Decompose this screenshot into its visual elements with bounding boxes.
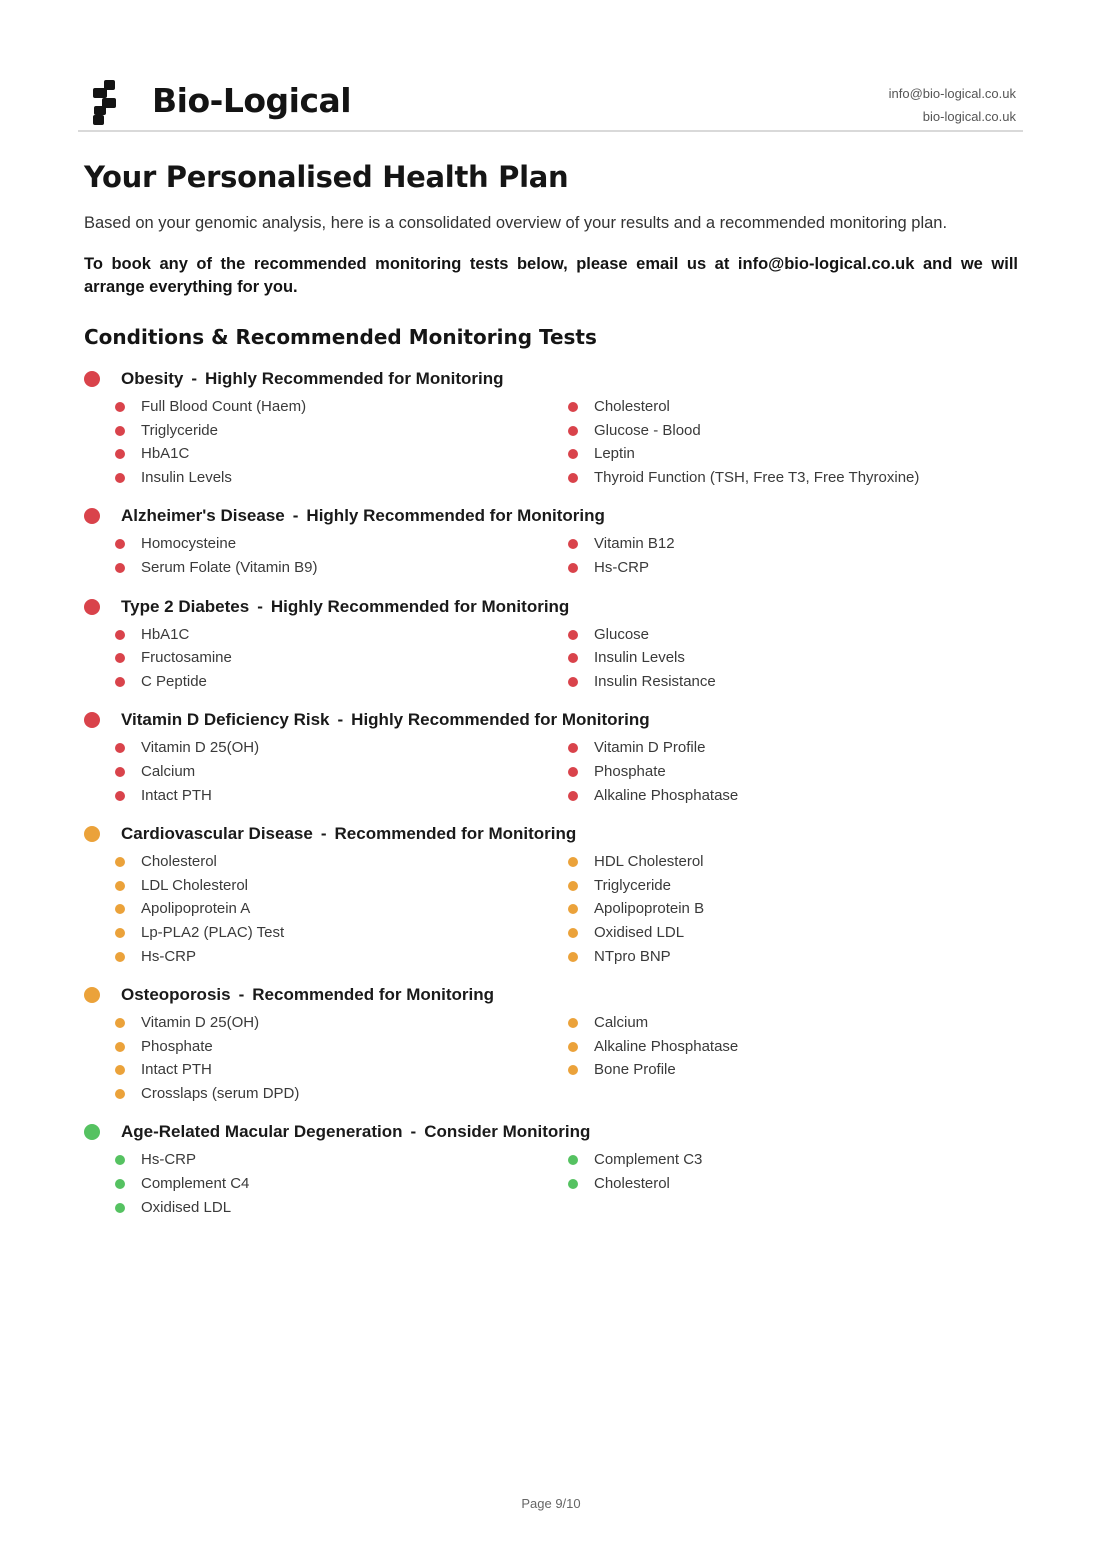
test-item [115,1082,568,1106]
bullet-dot-icon [115,426,125,436]
condition-level: Recommended for Monitoring [252,985,495,1005]
condition-separator: - [257,596,263,616]
test-item [115,1196,568,1220]
test-item [568,623,968,647]
bullet-dot-icon [115,791,125,801]
test-item [115,419,568,443]
bullet-dot-icon [115,881,125,891]
condition-block [84,983,1018,1105]
test-list [115,1148,1018,1219]
test-label: Apolipoprotein A [141,900,251,918]
condition-status-dot-icon [84,712,100,728]
bullet-dot-icon [115,1179,125,1189]
condition-level: Consider Monitoring [424,1122,591,1142]
bullet-dot-icon [115,904,125,914]
test-label: Fructosamine [141,649,232,667]
condition-status-dot-icon [84,987,100,1003]
bullet-dot-icon [115,677,125,687]
bullet-dot-icon [115,928,125,938]
test-label: Homocysteine [141,535,237,553]
test-item [115,1011,568,1035]
test-item [568,670,968,694]
test-item [568,760,968,784]
condition-heading [84,983,1018,1007]
bullet-dot-icon [115,1155,125,1165]
test-item [115,532,568,556]
intro-text: Based on your genomic analysis, here is a consolidated overview of your results and a recommended monitoring plan. [84,214,948,232]
condition-name: Obesity [121,369,184,388]
condition-heading [84,1120,1018,1144]
test-label: Cholesterol [141,853,217,871]
test-label: Serum Folate (Vitamin B9) [141,558,318,576]
bullet-dot-icon [568,653,578,663]
test-label: Insulin Levels [594,649,685,667]
bullet-dot-icon [568,473,578,483]
condition-status-dot-icon [84,508,100,524]
bullet-dot-icon [568,563,578,573]
test-item [115,395,568,419]
test-label: Leptin [594,445,635,463]
test-label: Intact PTH [141,1061,212,1079]
bullet-dot-icon [115,473,125,483]
condition-block [84,504,1018,579]
bullet-dot-icon [568,857,578,867]
condition-separator: - [337,710,344,730]
test-label: Cholesterol [594,1175,670,1193]
test-item [568,921,968,945]
condition-block [84,822,1018,968]
booking-text: To book any of the recommended monitoring tests below, please email us at info@bio-logical.co.uk and we will arrange everything for you. [84,255,1018,296]
bullet-dot-icon [568,881,578,891]
test-item [568,736,968,760]
condition-heading [84,367,1018,391]
bullet-dot-icon [568,677,578,687]
contact-website[interactable]: bio-logical.co.uk [922,109,1016,124]
contact-email[interactable]: info@bio-logical.co.uk [888,86,1016,101]
test-label: Hs-CRP [594,558,649,576]
test-item [568,1148,968,1172]
condition-name: Age-Related Macular Degeneration [121,1122,403,1142]
test-list [115,850,1018,968]
bullet-dot-icon [568,1042,578,1052]
test-label: Apolipoprotein B [594,900,705,918]
test-label: HbA1C [141,445,190,463]
test-label: Intact PTH [141,786,212,804]
test-label: Insulin Resistance [594,672,716,690]
condition-heading [84,595,1018,619]
condition-name: Cardiovascular Disease [121,824,313,844]
conditions-list [84,367,1018,1219]
test-item [115,1035,568,1059]
test-item [115,623,568,647]
bullet-dot-icon [115,1018,125,1028]
condition-block [84,1120,1018,1219]
main-content [84,160,1018,1234]
test-label: Insulin Levels [141,468,232,486]
test-item [115,921,568,945]
test-label: Hs-CRP [141,947,196,965]
test-item [568,1035,968,1059]
test-label: Thyroid Function (TSH, Free T3, Free Thyroxine) [594,468,920,486]
bullet-dot-icon [115,1065,125,1075]
bullet-dot-icon [115,743,125,753]
test-item [115,760,568,784]
bullet-dot-icon [568,1065,578,1075]
condition-name: Alzheimer's Disease [121,506,285,526]
test-label: Oxidised LDL [594,923,685,941]
bullet-dot-icon [115,1042,125,1052]
bullet-dot-icon [115,952,125,962]
test-label: Glucose [594,625,650,643]
bullet-dot-icon [115,539,125,549]
condition-block [84,708,1018,807]
test-item [115,874,568,898]
condition-separator: - [191,369,198,388]
test-list [115,623,1018,694]
test-label: Phosphate [594,762,666,780]
bullet-dot-icon [115,1089,125,1099]
test-label: Vitamin D 25(OH) [141,739,260,757]
bullet-dot-icon [568,767,578,777]
test-label: C Peptide [141,672,207,690]
test-item [568,395,968,419]
test-item [568,945,968,969]
condition-separator: - [410,1122,417,1142]
test-item [115,1058,568,1082]
condition-status-dot-icon [84,371,100,387]
test-item [568,442,968,466]
test-label: Glucose - Blood [594,421,701,439]
test-label: Oxidised LDL [141,1198,232,1216]
test-label: LDL Cholesterol [141,876,248,894]
test-item [115,670,568,694]
test-item [568,556,968,580]
test-label: HbA1C [141,625,190,643]
test-label: Complement C3 [594,1151,703,1169]
test-label: Triglyceride [594,876,671,894]
bullet-dot-icon [568,1018,578,1028]
bullet-dot-icon [115,402,125,412]
condition-level: Highly Recommended for Monitoring [270,596,570,616]
test-label: Lp-PLA2 (PLAC) Test [141,923,285,941]
test-item [115,784,568,808]
condition-heading [84,822,1018,846]
condition-name: Vitamin D Deficiency Risk [121,710,330,730]
test-label: HDL Cholesterol [594,853,704,871]
test-list [115,532,1018,579]
bullet-dot-icon [568,952,578,962]
test-item [568,850,968,874]
test-label: NTpro BNP [594,947,671,965]
condition-separator: - [320,824,327,844]
condition-status-dot-icon [84,1124,100,1140]
bullet-dot-icon [568,928,578,938]
test-list [115,395,1018,489]
test-item [115,1172,568,1196]
test-label: Hs-CRP [141,1151,196,1169]
test-item [115,736,568,760]
test-item [568,874,968,898]
bullet-dot-icon [568,426,578,436]
test-list [115,1011,1018,1105]
test-item [115,466,568,490]
test-item [115,646,568,670]
test-item [568,897,968,921]
test-label: Full Blood Count (Haem) [141,398,307,415]
test-label: Bone Profile [594,1061,676,1079]
test-label: Vitamin B12 [594,535,675,553]
test-label: Alkaline Phosphatase [594,1037,739,1055]
test-item [115,945,568,969]
test-item [568,1172,968,1196]
condition-status-dot-icon [84,599,100,615]
bio-logical-logo-icon [90,80,120,126]
test-item [115,897,568,921]
test-label: Vitamin D Profile [594,739,706,757]
test-item [568,419,968,443]
condition-status-dot-icon [84,826,100,842]
test-label: Vitamin D 25(OH) [141,1014,260,1032]
condition-level: Highly Recommended for Monitoring [306,506,605,526]
test-label: Calcium [594,1014,649,1032]
condition-level: Recommended for Monitoring [334,824,577,844]
test-label: Triglyceride [141,421,218,439]
condition-heading [84,708,1018,732]
condition-block [84,367,1018,489]
condition-name: Type 2 Diabetes [121,596,250,616]
bullet-dot-icon [568,904,578,914]
bullet-dot-icon [568,1179,578,1189]
bullet-dot-icon [115,857,125,867]
bullet-dot-icon [568,630,578,640]
test-item [568,532,968,556]
contact-info [889,82,1016,128]
bullet-dot-icon [115,767,125,777]
condition-separator: - [292,506,299,526]
test-item [568,784,968,808]
page-header [78,78,1023,132]
test-item [568,646,968,670]
bullet-dot-icon [568,402,578,412]
test-item [115,850,568,874]
bullet-dot-icon [568,539,578,549]
bullet-dot-icon [568,449,578,459]
test-label: Crosslaps (serum DPD) [141,1084,300,1102]
condition-block [84,595,1018,694]
test-item [568,1011,968,1035]
test-item [568,466,968,490]
test-label: Complement C4 [141,1175,250,1193]
bullet-dot-icon [115,630,125,640]
test-list [115,736,1018,807]
test-item [568,1058,968,1082]
test-item [115,556,568,580]
condition-level: Highly Recommended for Monitoring [205,369,504,388]
test-label: Phosphate [141,1037,213,1055]
page-title: Your Personalised Health Plan [84,160,569,194]
test-label: Calcium [141,762,196,780]
section-title: Conditions & Recommended Monitoring Tests [84,325,597,349]
page-number: Page 9/10 [521,1496,581,1511]
test-item [115,442,568,466]
test-label: Alkaline Phosphatase [594,786,739,804]
brand-name: Bio-Logical [152,81,352,120]
condition-level: Highly Recommended for Monitoring [351,710,650,730]
bullet-dot-icon [115,1203,125,1213]
bullet-dot-icon [115,449,125,459]
condition-name: Osteoporosis [121,985,231,1005]
bullet-dot-icon [568,743,578,753]
condition-separator: - [238,985,245,1005]
test-item [115,1148,568,1172]
bullet-dot-icon [115,563,125,573]
bullet-dot-icon [568,1155,578,1165]
condition-heading [84,504,1018,528]
test-label: Cholesterol [594,398,670,415]
bullet-dot-icon [115,653,125,663]
bullet-dot-icon [568,791,578,801]
